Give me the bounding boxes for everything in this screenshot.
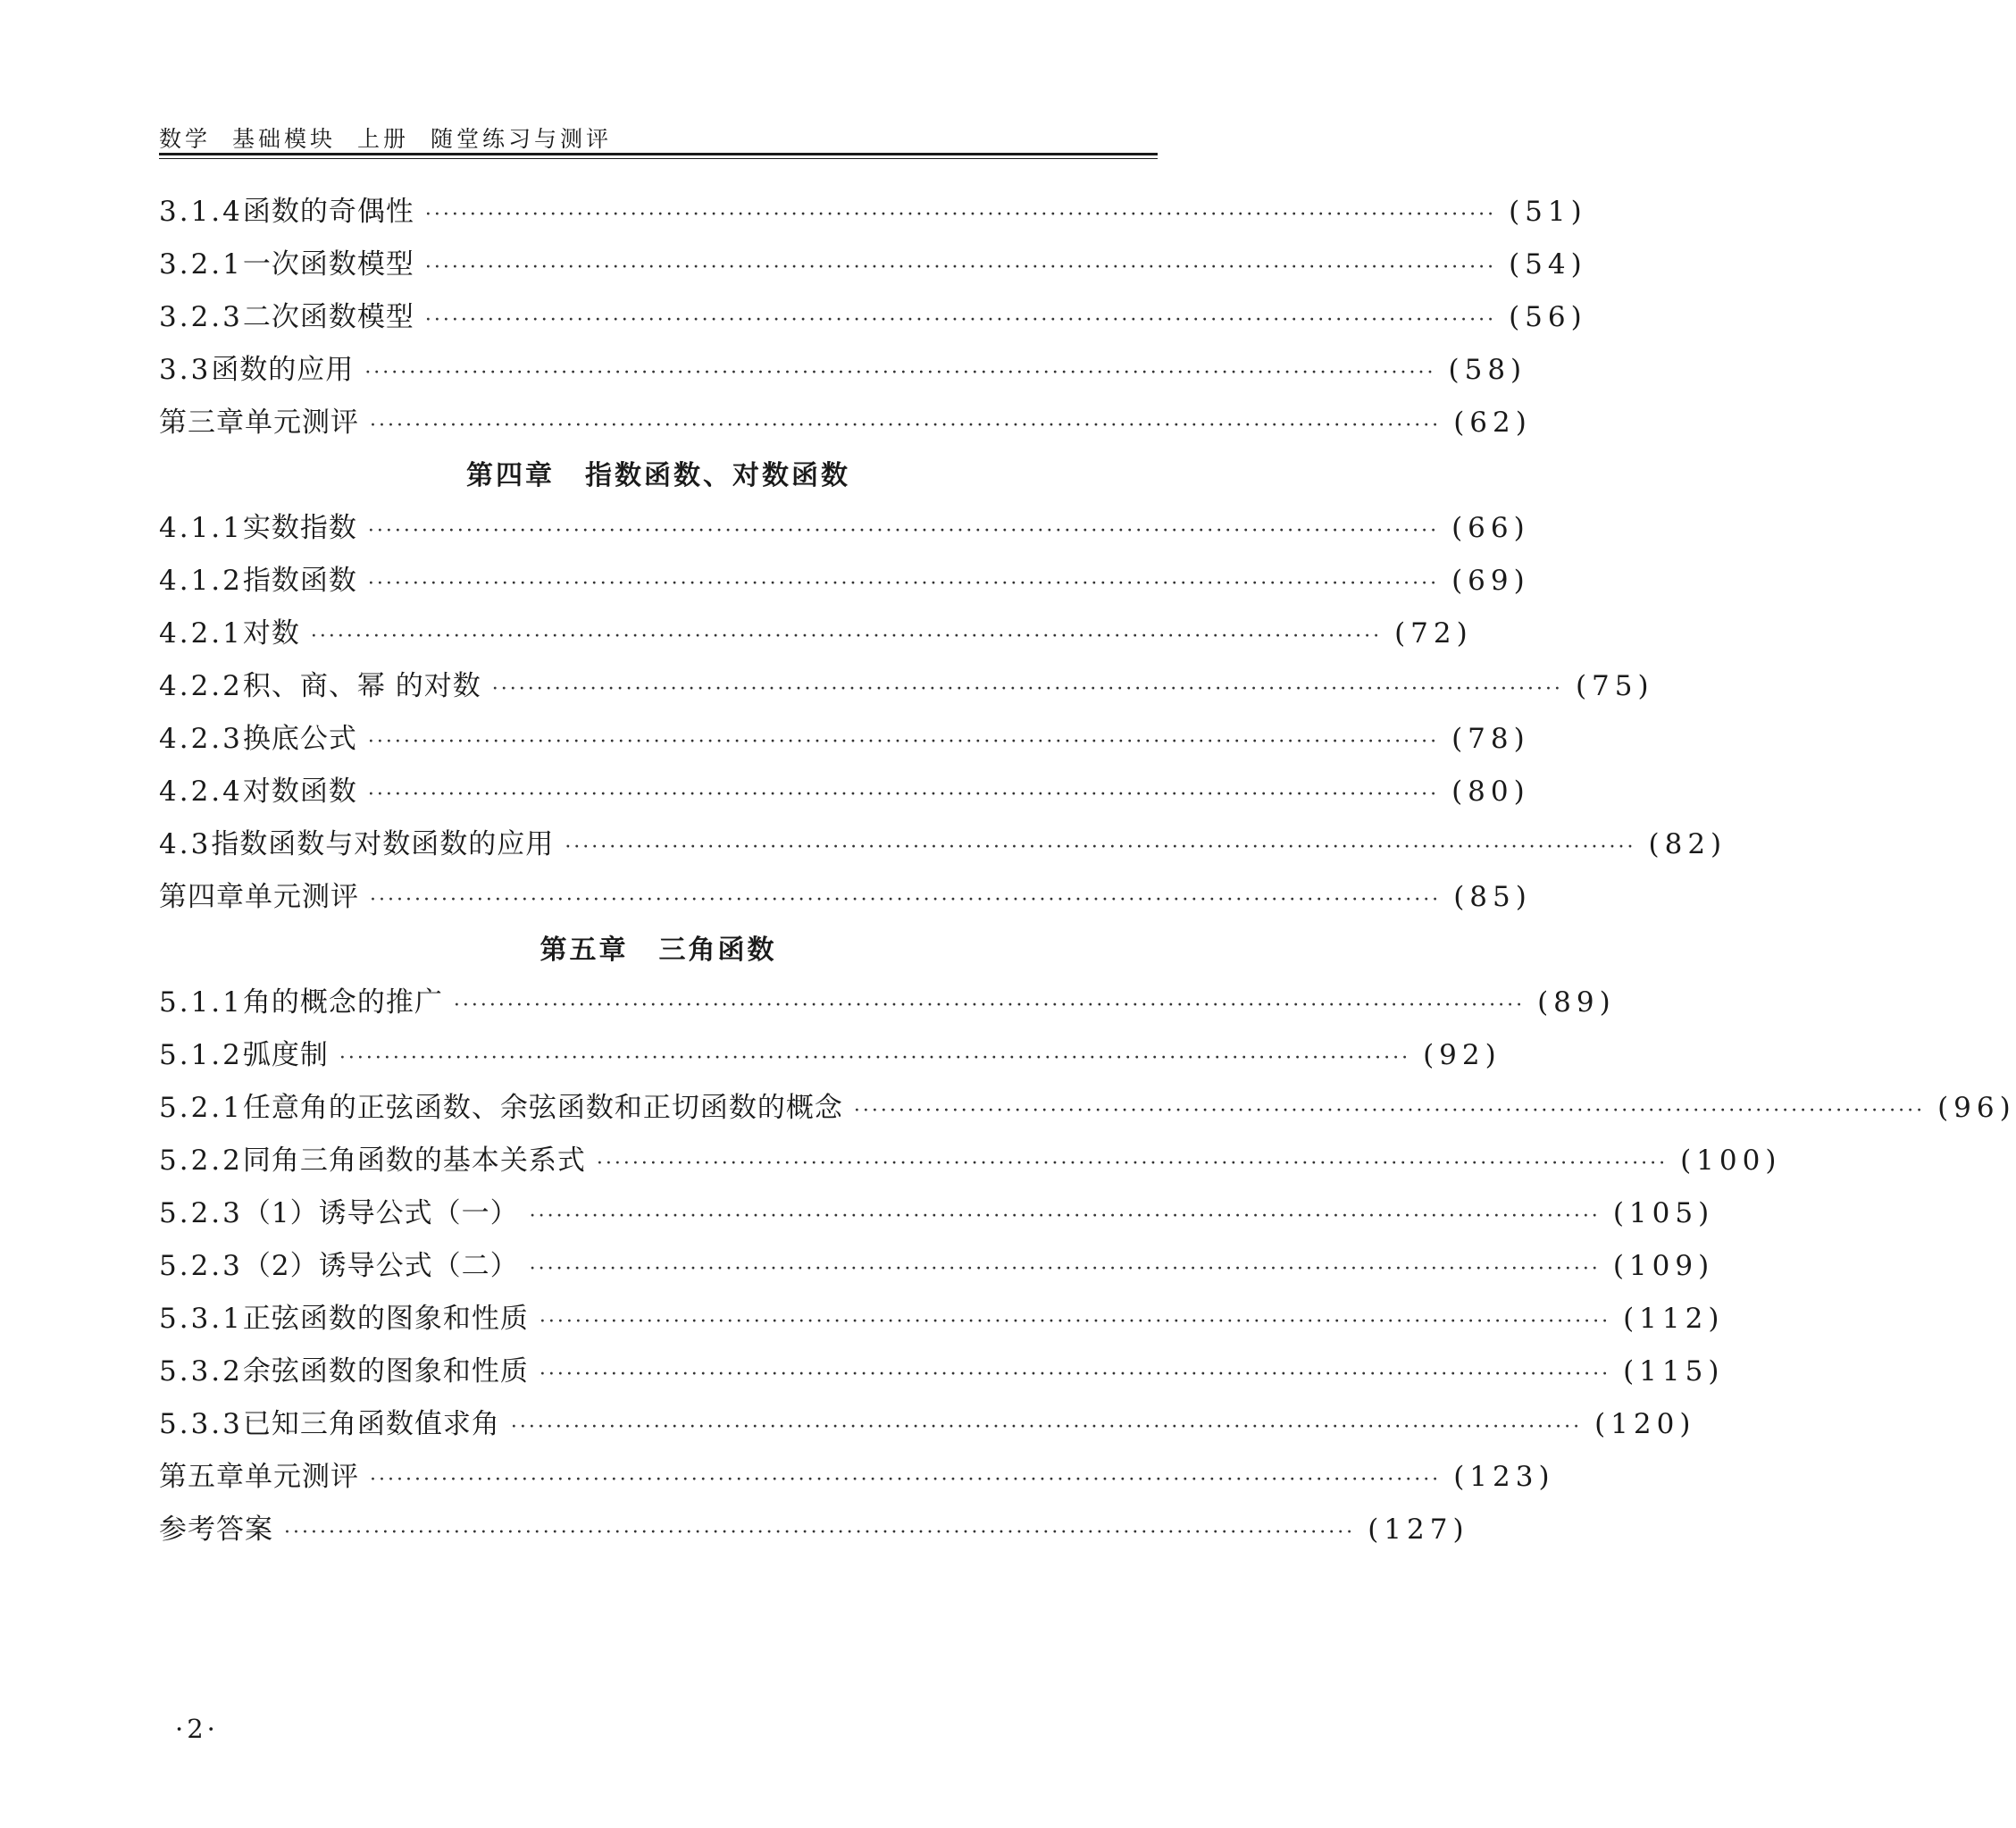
toc-entry-number: 3.2.3 — [159, 301, 243, 333]
toc-entry — [159, 977, 1616, 1029]
toc-entry-number: 4.1.1 — [159, 512, 243, 544]
toc-entry-title: 正弦函数的图象和性质 — [242, 1303, 529, 1335]
toc-entry-page: (85) — [1453, 881, 1532, 913]
toc-entry-page: (80) — [1451, 776, 1530, 808]
toc-entry — [159, 1187, 1715, 1240]
toc-entry — [159, 1135, 1782, 1187]
dot-leader: ························································································································ — [310, 625, 1383, 648]
toc-entry-number: 4.2.3 — [159, 723, 243, 755]
toc-entry-page: (78) — [1451, 723, 1530, 755]
toc-entry-title: 指数函数 — [242, 565, 357, 597]
toc-entry-number: 5.1.1 — [159, 986, 243, 1019]
dot-leader: ························································································································ — [370, 1469, 1442, 1491]
toc-entry-title: 实数指数 — [242, 512, 357, 544]
toc-entry-page: (62) — [1453, 407, 1532, 439]
toc-entry-title: 对数函数 — [242, 776, 357, 808]
toc-entry-page: (115) — [1623, 1355, 1725, 1388]
dot-leader: ························································································································ — [424, 256, 1497, 279]
toc-entry-title: 角的概念的推广 — [242, 986, 443, 1019]
dot-leader: ························································································································ — [367, 520, 1440, 542]
dot-leader: ························································································································ — [853, 1100, 1926, 1122]
table-of-contents — [159, 186, 2016, 1556]
toc-entry-title: 参考答案 — [159, 1514, 273, 1546]
dot-leader: ························································································································ — [453, 994, 1526, 1017]
toc-entry-number: 4.2.4 — [159, 776, 243, 808]
dot-leader: ························································································································ — [284, 1522, 1356, 1544]
dot-leader: ························································································································ — [339, 1047, 1411, 1069]
dot-leader: ························································································································ — [424, 309, 1497, 331]
toc-entry-number: 5.3.2 — [159, 1355, 243, 1388]
header-module: 基础模块 — [232, 126, 337, 152]
toc-entry — [159, 1398, 1696, 1451]
toc-entry-page: (123) — [1453, 1461, 1555, 1493]
toc-entry — [159, 291, 1587, 344]
toc-entry-number: 5.2.2 — [159, 1145, 243, 1177]
toc-entry — [159, 186, 1587, 239]
toc-entry-number: 5.1.2 — [159, 1039, 243, 1071]
toc-entry-page: (109) — [1612, 1250, 1715, 1282]
toc-entry-number: 4.2.2 — [159, 670, 243, 702]
toc-entry-number: 4.3 — [159, 828, 212, 860]
dot-leader: ························································································································ — [367, 731, 1440, 753]
toc-entry-page: (82) — [1648, 828, 1727, 860]
toc-entry-title: 任意角的正弦函数、余弦函数和正切函数的概念 — [242, 1092, 843, 1124]
toc-entry-number: 3.1.4 — [159, 196, 243, 228]
toc-entry-title: 换底公式 — [242, 723, 357, 755]
toc-entry-page: (105) — [1612, 1197, 1715, 1229]
toc-entry-page: (54) — [1509, 248, 1587, 281]
dot-leader: ························································································································ — [367, 573, 1440, 595]
toc-entry-number: 5.3.1 — [159, 1303, 243, 1335]
toc-entry-number: 5.2.3 — [159, 1250, 243, 1282]
toc-entry-title: 指数函数与对数函数的应用 — [211, 828, 555, 860]
toc-entry-title: 对数 — [242, 617, 300, 650]
toc-section-3 — [159, 186, 1587, 449]
header-subject: 数学 — [159, 126, 212, 152]
toc-entry — [159, 1451, 1555, 1504]
header-book-title: 随堂练习与测评 — [431, 126, 613, 152]
chapter-5-title: 三角函数 — [658, 935, 777, 966]
toc-entry-title: 第三章单元测评 — [159, 407, 359, 439]
toc-entry-number: 3.2.1 — [159, 248, 243, 281]
dot-leader: ························································································································ — [529, 1258, 1601, 1280]
toc-entry-page: (120) — [1594, 1408, 1696, 1440]
toc-entry — [159, 1240, 1715, 1293]
dot-leader: ························································································································ — [491, 678, 1563, 700]
toc-section-4 — [159, 502, 1727, 924]
toc-entry-page: (96) — [1937, 1092, 2016, 1124]
dot-leader: ························································································································ — [510, 1416, 1583, 1438]
toc-entry-number: 5.3.3 — [159, 1408, 243, 1440]
page-number: ·2· — [175, 1714, 219, 1744]
running-header — [159, 123, 1158, 155]
toc-entry-page: (127) — [1368, 1514, 1469, 1546]
toc-entry — [159, 1029, 1502, 1082]
toc-entry-page: (56) — [1509, 301, 1587, 333]
toc-entry-page: (51) — [1509, 196, 1587, 228]
toc-entry — [159, 239, 1587, 291]
toc-entry-title: 已知三角函数值求角 — [242, 1408, 500, 1440]
toc-entry-page: (92) — [1423, 1039, 1502, 1071]
toc-entry — [159, 1346, 1725, 1398]
toc-entry — [159, 555, 1530, 608]
toc-entry-number: 4.2.1 — [159, 617, 243, 650]
toc-entry-title: 函数的应用 — [211, 354, 355, 386]
toc-entry-title: 余弦函数的图象和性质 — [242, 1355, 529, 1388]
toc-entry-number: 4.1.2 — [159, 565, 243, 597]
toc-entry-page: (66) — [1451, 512, 1530, 544]
dot-leader: ························································································································ — [370, 415, 1442, 437]
toc-entry-number: 5.2.1 — [159, 1092, 243, 1124]
dot-leader: ························································································································ — [565, 836, 1636, 859]
toc-entry-title: 弧度制 — [242, 1039, 329, 1071]
dot-leader: ························································································································ — [596, 1153, 1669, 1175]
toc-entry-title: 函数的奇偶性 — [242, 196, 414, 228]
chapter-4-heading — [159, 449, 1158, 502]
toc-entry-number: 5.2.3 — [159, 1197, 243, 1229]
chapter-5-label: 第五章 — [540, 935, 629, 966]
toc-entry-title: 二次函数模型 — [242, 301, 414, 333]
toc-entry-page: (89) — [1537, 986, 1616, 1019]
toc-entry-title: 同角三角函数的基本关系式 — [242, 1145, 586, 1177]
toc-entry-page: (72) — [1394, 617, 1473, 650]
toc-entry-page: (69) — [1451, 565, 1530, 597]
header-rule-thin — [159, 158, 1158, 159]
toc-entry — [159, 1504, 1469, 1556]
toc-entry-title: 一次函数模型 — [242, 248, 414, 281]
toc-entry — [159, 713, 1530, 766]
toc-entry — [159, 1293, 1725, 1346]
toc-entry — [159, 502, 1530, 555]
toc-entry-page: (100) — [1680, 1145, 1782, 1177]
toc-entry — [159, 608, 1473, 660]
toc-entry — [159, 766, 1530, 818]
dot-leader: ························································································································ — [370, 889, 1442, 911]
dot-leader: ························································································································ — [529, 1205, 1601, 1228]
toc-entry — [159, 397, 1532, 449]
toc-entry-title: 第四章单元测评 — [159, 881, 359, 913]
toc-entry-title: 第五章单元测评 — [159, 1461, 359, 1493]
header-rule-thick — [159, 153, 1158, 155]
toc-entry — [159, 1082, 2016, 1135]
toc-entry-title: 积、商、幂 的对数 — [242, 670, 481, 702]
dot-leader: ························································································································ — [539, 1311, 1611, 1333]
toc-entry — [159, 871, 1532, 924]
header-volume: 上册 — [357, 126, 410, 152]
chapter-5-heading — [159, 924, 1158, 977]
toc-entry-title: （1）诱导公式（一） — [242, 1197, 519, 1229]
toc-entry — [159, 344, 1527, 397]
toc-entry-number: 3.3 — [159, 354, 212, 386]
toc-entry-page: (112) — [1623, 1303, 1725, 1335]
toc-entry-title: （2）诱导公式（二） — [242, 1250, 519, 1282]
toc-entry — [159, 818, 1727, 871]
dot-leader: ························································································································ — [364, 362, 1436, 384]
chapter-4-label: 第四章 — [466, 460, 555, 491]
toc-entry-page: (75) — [1575, 670, 1654, 702]
toc-section-5 — [159, 977, 2016, 1556]
dot-leader: ························································································································ — [367, 784, 1440, 806]
toc-entry-page: (58) — [1448, 354, 1527, 386]
dot-leader: ························································································································ — [424, 204, 1497, 226]
dot-leader: ························································································································ — [539, 1363, 1611, 1386]
toc-entry — [159, 660, 1654, 713]
chapter-4-title: 指数函数、对数函数 — [585, 460, 850, 491]
